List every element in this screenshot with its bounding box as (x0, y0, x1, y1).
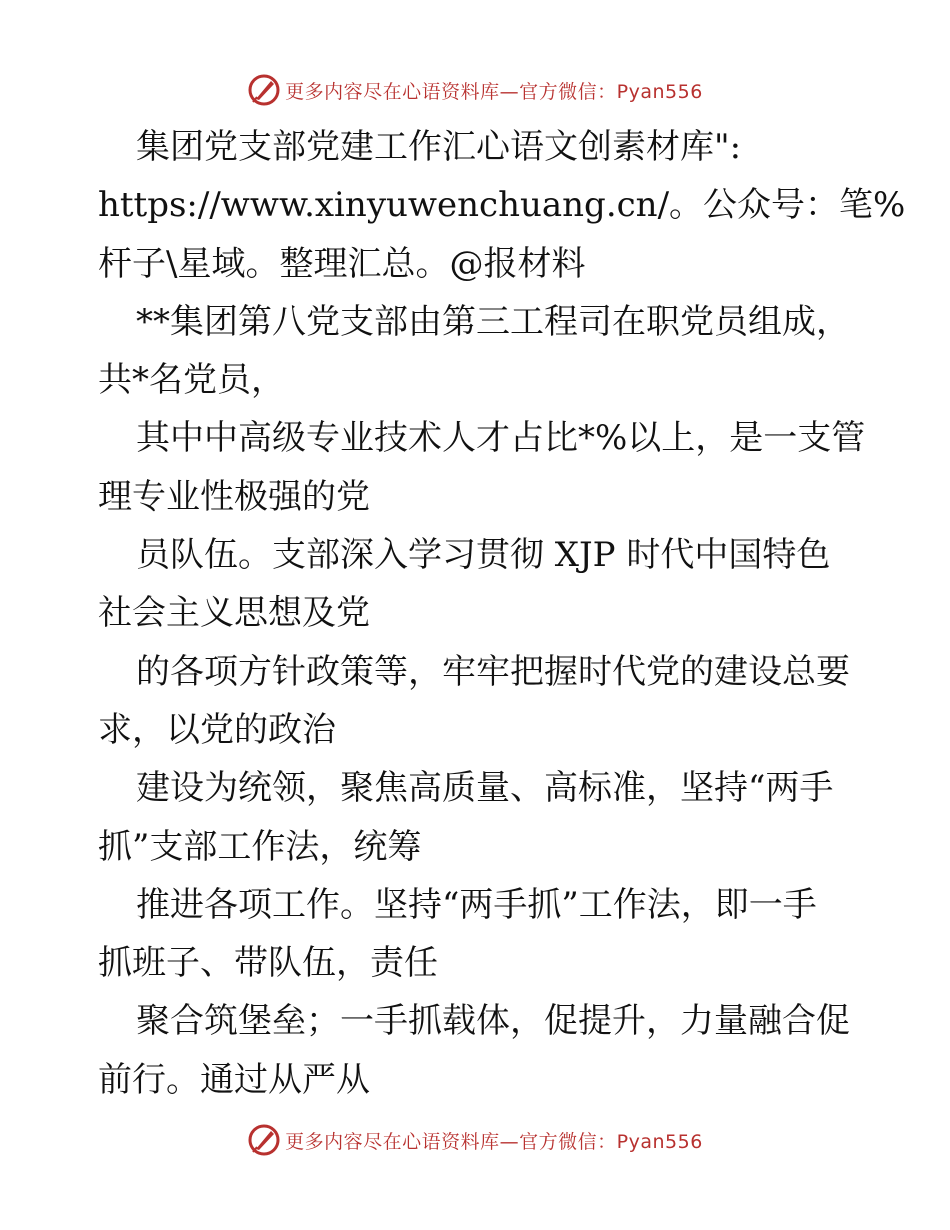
text-line: 抓”支部工作法，统筹 (98, 826, 422, 867)
text-line: 推进各项工作。坚持“两手抓”工作法，即一手 (136, 884, 817, 925)
footer-banner-text: 更多内容尽在心语资料库—官方微信：Pyan556 (285, 1130, 703, 1153)
text-line: 求，以党的政治 (98, 709, 336, 750)
header-banner (0, 70, 950, 110)
quill-circle-logo-icon (247, 73, 281, 107)
header-banner-text: 更多内容尽在心语资料库—官方微信：Pyan556 (285, 80, 703, 103)
text-line: **集团第八党支部由第三工程司在职党员组成， (136, 301, 850, 342)
text-line: 共*名党员， (98, 360, 285, 401)
text-line: 抓班子、带队伍，责任 (98, 943, 438, 984)
text-line: 理专业性极强的党 (98, 476, 370, 517)
text-line: 社会主义思想及党 (98, 593, 370, 634)
text-line: 集团党支部党建工作汇心语文创素材库": (136, 127, 742, 167)
text-line: 员队伍。支部深入学习贯彻 XJP 时代中国特色 (136, 535, 831, 576)
text-line: 聚合筑堡垒；一手抓载体，促提升，力量融合促 (136, 1001, 850, 1042)
text-line: https://www.xinyuwenchuang.cn/。公众号：笔% (98, 185, 906, 226)
text-line: 杆子\星域。整理汇总。@报材料 (98, 243, 586, 284)
text-line: 前行。通过从严从 (98, 1059, 370, 1100)
text-line: 其中中高级专业技术人才占比*%以上，是一支管 (136, 418, 866, 459)
text-line: 的各项方针政策等，牢牢把握时代党的建设总要 (136, 651, 850, 692)
text-line: 建设为统领，聚焦高质量、高标准，坚持“两手 (136, 768, 834, 809)
footer-banner (0, 1120, 950, 1160)
document-body (98, 118, 906, 1109)
quill-circle-logo-icon (247, 1123, 281, 1157)
